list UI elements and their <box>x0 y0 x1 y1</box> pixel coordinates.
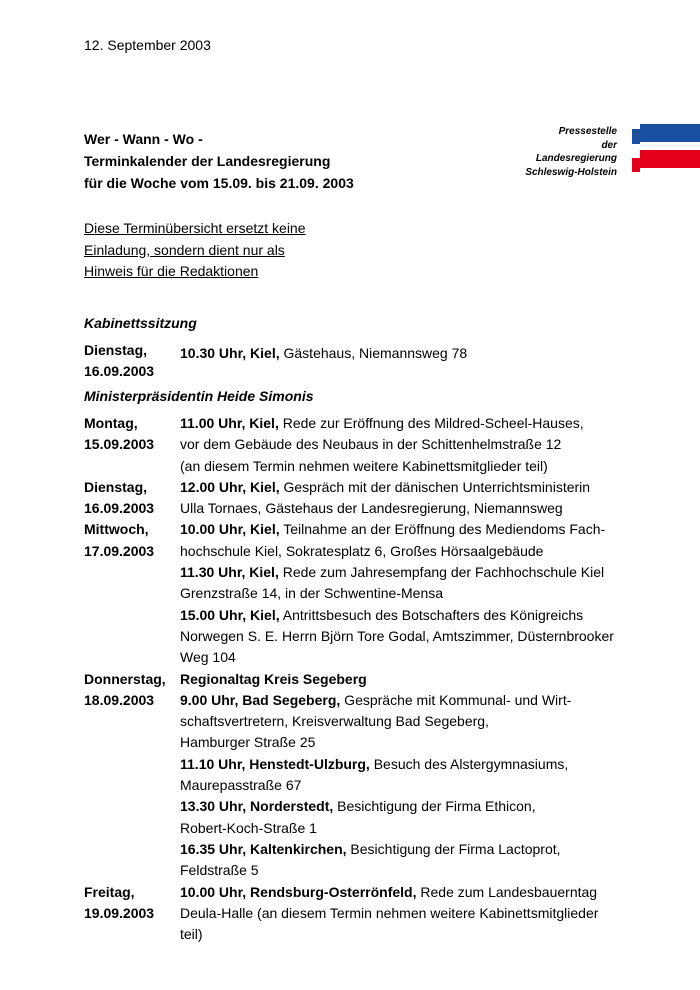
cabinet-row <box>84 340 644 361</box>
schedule-row <box>84 732 644 753</box>
schedule-row <box>84 519 644 540</box>
schedule-day: Dienstag, <box>84 478 148 495</box>
schedule-text: vor dem Gebäude des Neubaus in der Schittenhelmstraße 12 <box>180 436 562 453</box>
schedule-time-place: 15.00 Uhr, Kiel, <box>180 606 280 623</box>
schedule-row <box>84 796 644 817</box>
schedule-row <box>84 456 644 477</box>
schedule-time-place: 16.35 Uhr, Kaltenkirchen, <box>180 840 347 857</box>
schedule-event <box>180 562 604 583</box>
schedule-text: Rede zum Landesbauerntag <box>416 883 598 900</box>
schedule-row <box>84 477 644 498</box>
schedule-text: Ulla Tornaes, Gästehaus der Landesregierung, Niemannsweg <box>180 500 563 517</box>
schedule-text: Antrittsbesuch des Botschafters des Königreichs <box>279 606 584 623</box>
schedule-event <box>180 477 590 498</box>
notice-line: Hinweis für die Redaktionen <box>84 263 259 279</box>
schedule-day: 17.09.2003 <box>84 542 155 559</box>
schedule-event <box>180 839 561 860</box>
schedule-row <box>84 647 644 668</box>
schedule-text: hochschule Kiel, Sokratesplatz 6, Großes Hörsaalgebäude <box>180 542 544 559</box>
document-date: 12. September 2003 <box>84 37 211 53</box>
press-line: Pressestelle <box>558 126 617 137</box>
schedule-event <box>180 882 597 903</box>
schedule-event <box>180 818 317 839</box>
title-line: Terminkalender der Landesregierung <box>84 153 331 169</box>
schedule-row <box>84 541 644 562</box>
schedule-text: Besichtigung der Firma Lactoprot, <box>346 840 561 857</box>
schedule-event <box>180 732 315 753</box>
cabinet-row <box>84 361 644 382</box>
press-line: Landesregierung <box>535 153 617 164</box>
schedule-event <box>180 924 203 945</box>
page-title <box>84 128 354 194</box>
schedule-text: Deula-Halle (an diesem Termin nehmen weitere Kabinettsmitglieder <box>180 904 599 921</box>
cabinet-entry <box>84 340 644 383</box>
press-office-label <box>525 125 617 179</box>
schedule-event <box>180 711 489 732</box>
schedule-event <box>180 605 583 626</box>
schedule-event <box>180 860 259 881</box>
press-line: Schleswig-Holstein <box>525 166 617 178</box>
schedule-event <box>180 519 605 540</box>
schedule-row <box>84 839 644 860</box>
notice-line: Einladung, sondern dient nur als <box>84 241 285 258</box>
logo-blue-stripe <box>632 124 700 144</box>
schedule-event <box>180 583 443 604</box>
schedule-row <box>84 583 644 604</box>
schedule-day: Donnerstag, <box>84 670 166 687</box>
schedule-text: teil) <box>180 926 203 943</box>
schedule-row <box>84 605 644 626</box>
notice-line: Diese Terminübersicht ersetzt keine <box>84 220 306 236</box>
minister-president-schedule <box>84 413 644 945</box>
schedule-time-place: 13.30 Uhr, Norderstedt, <box>180 798 334 815</box>
schedule-day: Mittwoch, <box>84 521 149 538</box>
schedule-text: Gespräch mit der dänischen Unterrichtsministerin <box>279 478 591 495</box>
schedule-event <box>180 434 561 455</box>
schedule-text: Hamburger Straße 25 <box>180 734 316 751</box>
schedule-day: 16.09.2003 <box>84 500 155 517</box>
schedule-event <box>180 498 563 519</box>
schedule-day: Freitag, <box>84 883 135 900</box>
schedule-row <box>84 690 644 711</box>
schedule-text: Teilnahme an der Eröffnung des Mediendoms Fach- <box>279 521 606 538</box>
schedule-time-place: 9.00 Uhr, Bad Segeberg, <box>180 691 341 708</box>
schedule-text: Grenzstraße 14, in der Schwentine-Mensa <box>180 585 444 602</box>
schedule-text: Besichtigung der Firma Ethicon, <box>333 798 536 815</box>
schedule-day: Montag, <box>84 415 138 431</box>
notice <box>84 218 306 283</box>
schedule-row <box>84 434 644 455</box>
schedule-row <box>84 413 644 434</box>
schedule-text: Rede zum Jahresempfang der Fachhochschule Kiel <box>278 564 605 581</box>
schedule-event <box>180 796 536 817</box>
schedule-row <box>84 775 644 796</box>
title-line: Wer - Wann - Wo - <box>84 131 203 147</box>
schedule-text: Besuch des Alstergymnasiums, <box>369 755 569 772</box>
schedule-row <box>84 882 644 903</box>
schedule-time-place: 11.10 Uhr, Henstedt-Ulzburg, <box>180 755 370 772</box>
schedule-event <box>180 626 614 647</box>
section-heading-cabinet: Kabinettssitzung <box>84 315 197 331</box>
schedule-text: Rede zur Eröffnung des Mildred-Scheel-Hauses, <box>278 415 584 431</box>
schedule-text: Norwegen S. E. Herrn Björn Tore Godal, Amtszimmer, Düsternbrooker <box>180 627 614 644</box>
schedule-time-place: 11.00 Uhr, Kiel, <box>180 415 279 431</box>
schedule-text: Weg 104 <box>180 649 236 666</box>
schedule-text: Feldstraße 5 <box>180 862 259 879</box>
schedule-event <box>180 413 584 434</box>
schedule-time-place: 10.00 Uhr, Kiel, <box>180 521 280 538</box>
press-line: der <box>601 139 617 151</box>
title-line: für die Woche vom 15.09. bis 21.09. 2003 <box>84 175 354 191</box>
schedule-row <box>84 924 644 945</box>
entry-date: 16.09.2003 <box>84 363 155 380</box>
schedule-row <box>84 626 644 647</box>
schedule-event <box>180 456 548 477</box>
schedule-text: schaftsvertretern, Kreisverwaltung Bad Segeberg, <box>180 713 489 730</box>
schedule-row <box>84 754 644 775</box>
schedule-day: 15.09.2003 <box>84 436 155 453</box>
schedule-row <box>84 669 644 690</box>
section-heading-minister-president: Ministerpräsidentin Heide Simonis <box>84 388 314 404</box>
entry-time-place: 10.30 Uhr, Kiel, <box>180 345 280 361</box>
schedule-time-place: 10.00 Uhr, Rendsburg-Osterrönfeld, <box>180 883 417 900</box>
schedule-row <box>84 562 644 583</box>
schedule-event <box>180 754 568 775</box>
schedule-row <box>84 711 644 732</box>
schedule-day: 18.09.2003 <box>84 691 155 708</box>
entry-day: Dienstag, <box>84 342 148 358</box>
schedule-text: (an diesem Termin nehmen weitere Kabinettsmitglieder teil) <box>180 457 548 474</box>
schedule-row <box>84 860 644 881</box>
schedule-event <box>180 690 571 711</box>
schedule-time-place: 12.00 Uhr, Kiel, <box>180 478 280 495</box>
schedule-event <box>180 647 236 668</box>
schedule-event <box>180 775 301 796</box>
schedule-text: Robert-Koch-Straße 1 <box>180 819 317 836</box>
entry-text: Gästehaus, Niemannsweg 78 <box>279 345 468 361</box>
schedule-text: Maurepasstraße 67 <box>180 777 302 794</box>
schedule-event <box>180 541 543 562</box>
schedule-time-place: 11.30 Uhr, Kiel, <box>180 564 279 581</box>
schedule-day: 19.09.2003 <box>84 904 155 921</box>
schedule-event <box>180 669 367 690</box>
schedule-event <box>180 903 598 924</box>
schedule-row <box>84 903 644 924</box>
schedule-row <box>84 498 644 519</box>
state-logo-icon <box>632 122 700 174</box>
logo-red-stripe <box>632 150 700 172</box>
schedule-row <box>84 818 644 839</box>
schedule-time-place: Regionaltag Kreis Segeberg <box>180 670 367 687</box>
schedule-text: Gespräche mit Kommunal- und Wirt- <box>340 691 572 708</box>
